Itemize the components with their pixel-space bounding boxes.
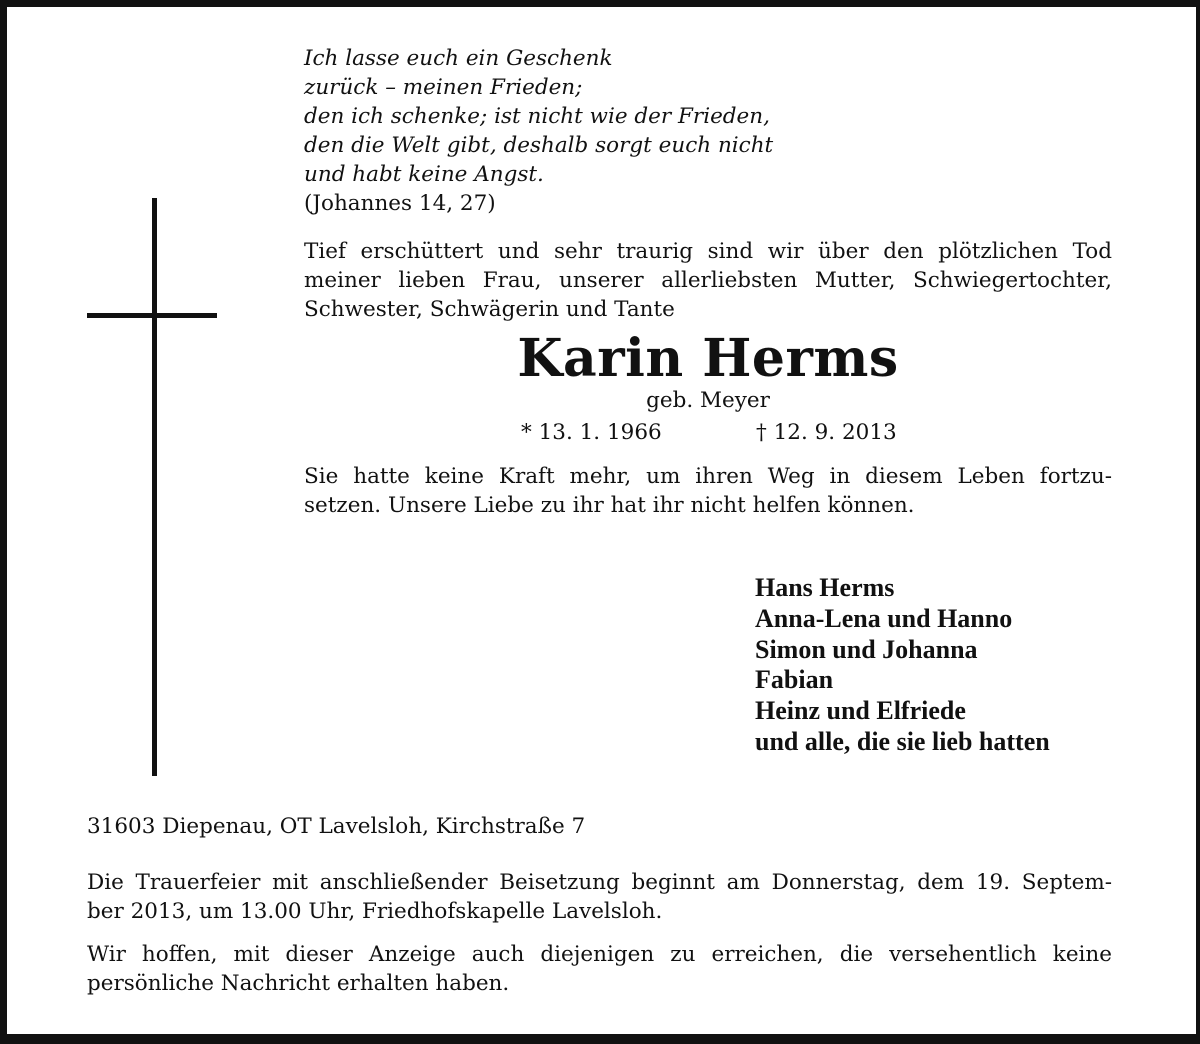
mourners-list xyxy=(755,573,1155,758)
cross-vertical-bar xyxy=(152,198,157,776)
intro-line: meiner lieben Frau, unserer allerliebsten Mutter, Schwiegertochter, xyxy=(304,268,1112,293)
birth-date: * 13. 1. 1966 xyxy=(521,420,662,445)
service-line: ber 2013, um 13.00 Uhr, Friedhofskapelle Lavelsloh. xyxy=(87,899,663,924)
service-line: Die Trauerfeier mit anschließender Beisetzung beginnt am Donnerstag, dem 19. Septem- xyxy=(87,870,1112,895)
notice-line: persönliche Nachricht erhalten haben. xyxy=(87,971,510,996)
death-date: † 12. 9. 2013 xyxy=(756,420,897,445)
funeral-service-info xyxy=(87,868,1112,926)
family-address: 31603 Diepenau, OT Lavelsloh, Kirchstraße 7 xyxy=(87,814,586,839)
verse-line: den die Welt gibt, deshalb sorgt euch nicht xyxy=(304,133,774,158)
mourner-name: Anna-Lena und Hanno xyxy=(755,603,1013,633)
intro-line: Tief erschüttert und sehr traurig sind wir über den plötzlichen Tod xyxy=(304,239,1112,264)
verse-line: Ich lasse euch ein Geschenk xyxy=(304,46,613,71)
paragraph-line: setzen. Unsere Liebe zu ihr hat ihr nicht helfen können. xyxy=(304,493,915,518)
cross-horizontal-bar xyxy=(87,313,217,318)
mourner-name: Hans Herms xyxy=(755,573,895,602)
memorial-paragraph xyxy=(304,462,1112,520)
verse-line: den ich schenke; ist nicht wie der Frieden, xyxy=(304,104,770,129)
mourner-name: und alle, die sie lieb hatten xyxy=(755,726,1050,756)
mourner-name: Simon und Johanna xyxy=(755,634,978,664)
deceased-name: Karin Herms xyxy=(517,328,899,389)
intro-line: Schwester, Schwägerin und Tante xyxy=(304,297,675,322)
bible-verse xyxy=(304,44,864,218)
maiden-name: geb. Meyer xyxy=(646,388,770,413)
closing-notice xyxy=(87,940,1112,998)
intro-text xyxy=(304,237,1112,324)
verse-line: und habt keine Angst. xyxy=(304,162,544,187)
notice-line: Wir hoffen, mit dieser Anzeige auch diejenigen zu erreichen, die versehentlich keine xyxy=(87,942,1112,967)
mourner-name: Heinz und Elfriede xyxy=(755,696,966,726)
verse-line: zurück – meinen Frieden; xyxy=(304,75,583,100)
mourner-name: Fabian xyxy=(755,665,834,695)
paragraph-line: Sie hatte keine Kraft mehr, um ihren Weg in diesem Leben fortzu- xyxy=(304,464,1112,489)
verse-reference: (Johannes 14, 27) xyxy=(304,191,496,216)
